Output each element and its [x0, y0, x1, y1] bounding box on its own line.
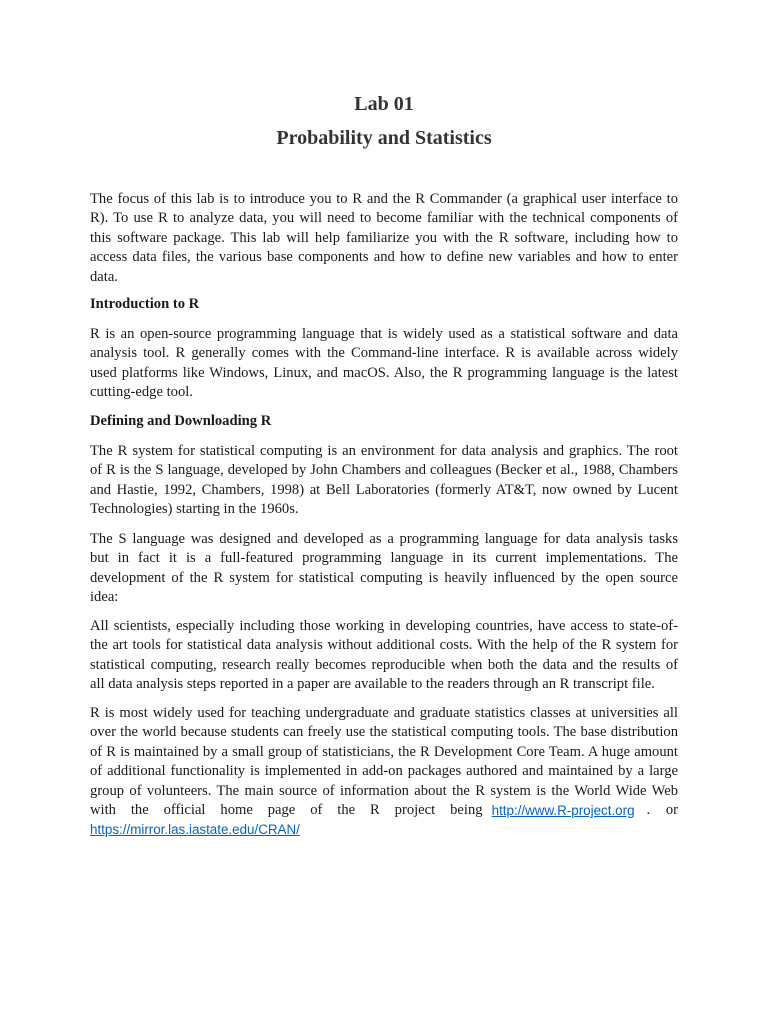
paragraph-line: The R system for statistical computing is an environment for data analysis and graphics. The root — [90, 443, 678, 459]
paragraph-line: Technologies) starting in the 1960s. — [90, 501, 299, 518]
paragraph-line — [90, 801, 678, 820]
paragraph-line: of additional functionality is implemented in add-on packages authored and maintained by a large — [90, 763, 678, 780]
paragraph-line: the art tools for statistical data analysis without additional costs. With the help of the R system for — [90, 637, 678, 654]
paragraph-line: statistical computing, research really becomes reproducible when both the data and the results of — [90, 656, 678, 673]
paragraph-line: used platforms like Windows, Linux, and macOS. Also, the R programming language is the latest — [90, 364, 678, 381]
paragraph-line: The S language was designed and developed as a programming language for data analysis tasks — [90, 531, 678, 547]
paragraph-line: of R is maintained by a small group of statisticians, the R Development Core Team. A huge amount — [90, 743, 678, 760]
paragraph-line: this software package. This lab will help familiarize you with the R software, including how to — [90, 229, 678, 246]
page-title: Lab 01 — [354, 93, 414, 115]
or-separator: . or — [646, 801, 678, 818]
final-line-word: home — [220, 801, 253, 818]
final-line-word: the — [130, 801, 149, 818]
final-line-word: R — [370, 801, 380, 818]
paragraph-line — [90, 820, 678, 839]
paragraph-line: and Hastie, 1992, Chambers, 1998) at Bell Laboratories (formerly AT&T, now owned by Lucent — [90, 481, 678, 498]
paragraph-line: R is an open-source programming language that is widely used as a statistical software and data — [90, 326, 678, 342]
definition-paragraph — [90, 442, 678, 520]
r-usage-paragraph — [90, 704, 678, 840]
final-line-word: project — [394, 801, 436, 818]
cran-mirror-link[interactable]: https://mirror.las.iastate.edu/CRAN/ — [90, 822, 300, 838]
r-usage-lines — [90, 704, 678, 801]
scientists-paragraph — [90, 617, 678, 695]
section-heading-introduction: Introduction to R — [90, 296, 200, 312]
section-heading-defining: Defining and Downloading R — [90, 413, 272, 429]
final-line-word: with — [90, 801, 116, 818]
paragraph-line: The focus of this lab is to introduce you to R and the R Commander (a graphical user interface to — [90, 191, 678, 207]
s-language-paragraph — [90, 530, 678, 608]
paragraph-line: access data files, the various base components and how to define new variables and how to enter — [90, 249, 678, 266]
paragraph-line: R is most widely used for teaching undergraduate and graduate statistics classes at universities all — [90, 705, 678, 721]
paragraph-line: All scientists, especially including those working in developing countries, have access to state-of- — [90, 618, 678, 634]
final-line-word: page — [267, 801, 296, 818]
paragraph-line: all data analysis steps reported in a paper are available to the readers through an R transcript file. — [90, 676, 655, 693]
paragraph-line: R). To use R to analyze data, you will need to become familiar with the technical components of — [90, 210, 678, 227]
paragraph-line: of R is the S language, developed by John Chambers and colleagues (Becker et al., 1988, Chambers — [90, 462, 678, 479]
paragraph-line: analysis tool. R generally comes with the Command-line interface. R is available across widely — [90, 345, 678, 362]
final-line-words — [90, 801, 483, 820]
final-line-word: official — [163, 801, 206, 818]
page-subtitle: Probability and Statistics — [276, 127, 492, 149]
paragraph-line: data. — [90, 268, 118, 285]
introduction-paragraph — [90, 325, 678, 403]
intro-paragraph — [90, 190, 678, 287]
paragraph-line: cutting-edge tool. — [90, 384, 193, 401]
paragraph-line: but in fact it is a full-featured programming language in its current implementations. The — [90, 550, 678, 567]
final-line-word: of — [310, 801, 323, 818]
final-line-word: being — [450, 801, 483, 818]
final-line-word: the — [337, 801, 356, 818]
paragraph-line: development of the R system for statistical computing is heavily influenced by the open source — [90, 569, 678, 586]
paragraph-line: idea: — [90, 589, 119, 606]
paragraph-line: over the world because students can freely use the statistical computing tools. The base distribution — [90, 724, 678, 741]
r-project-link[interactable]: http://www.R-project.org — [491, 802, 635, 818]
paragraph-line: group of volunteers. The main source of information about the R system is the World Wide Web — [90, 782, 678, 799]
